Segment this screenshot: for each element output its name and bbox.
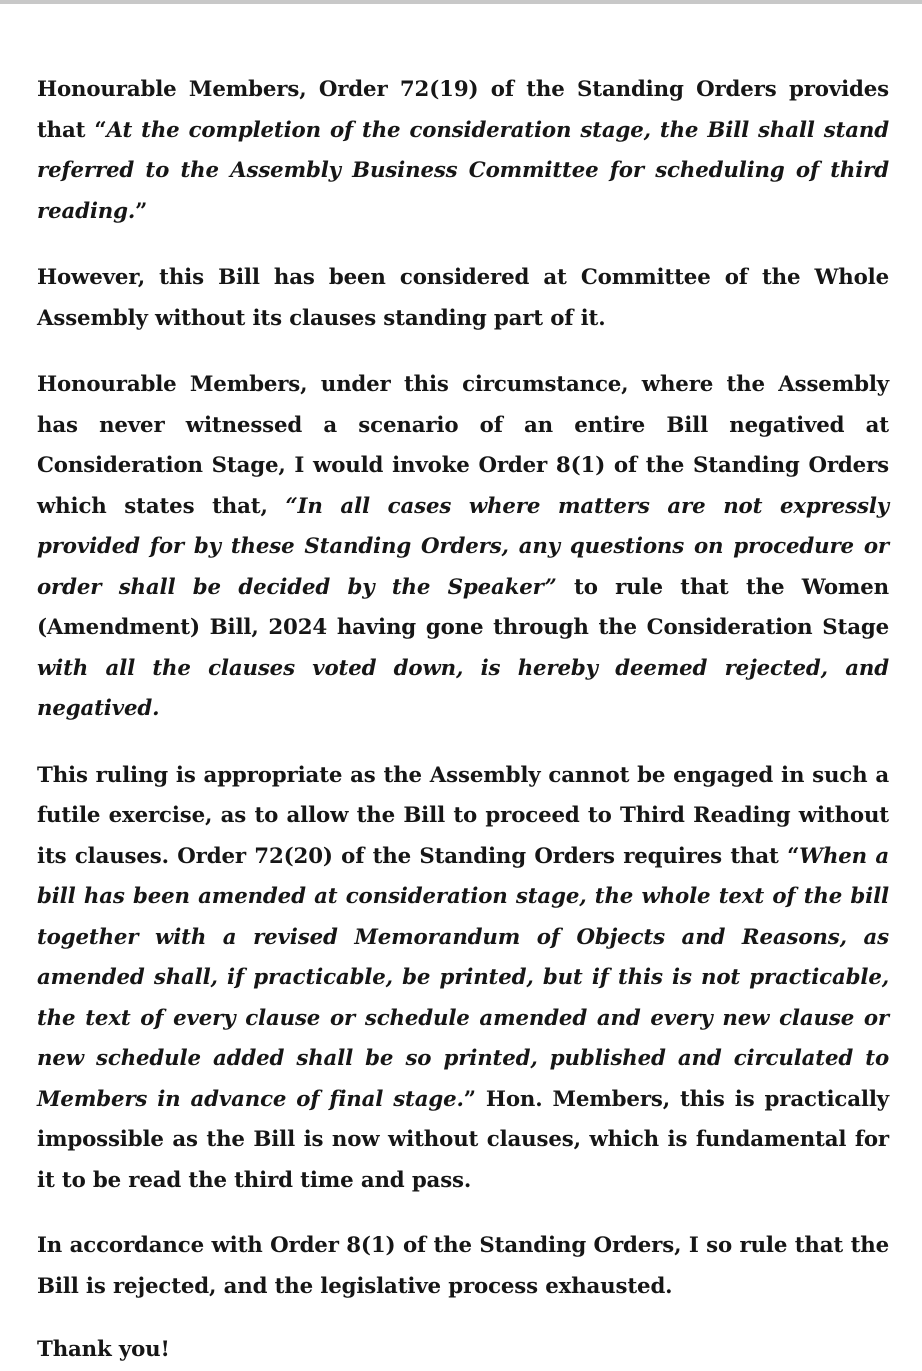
text-segment: This ruling is appropriate as the Assembly cannot be engaged in such a futile exercise, as to allow the Bill to proceed to Third Reading without its clauses. Order 72(20) of the Standing Orders requires that “	[37, 762, 889, 869]
text-segment: to rule that the Women (Amendment) Bill, 2024 having gone through the Consideration Stage	[37, 574, 889, 640]
text-segment: ”	[135, 198, 148, 224]
quoted-standing-order-72-19: At the completion of the consideration stage, the Bill shall stand referred to the Assembly Business Committee for scheduling of third reading.	[37, 117, 889, 224]
paragraph-order-8-1-invocation	[37, 365, 889, 730]
text-segment: However, this Bill has been considered at Committee of the Whole Assembly without its clauses standing part of it.	[37, 265, 889, 331]
closing-thanks: Thank you!	[37, 1337, 170, 1362]
paragraph-closing	[37, 1330, 889, 1371]
text-segment: Honourable Members, under this circumstance, where the Assembly has never witnessed a scenario of an entire Bill negatived at Consideration Stage, I would invoke Order 8(1) of the Standing Orders which states that,	[37, 372, 889, 519]
text-segment: Honourable Members, Order 72(19) of the Standing Orders provides that “	[37, 77, 889, 143]
page-top-edge	[0, 0, 922, 4]
paragraph-order-72-19	[37, 70, 889, 232]
text-segment: ” Hon. Members, this is practically impossible as the Bill is now without clauses, which is fundamental for it to be read the third time and pass.	[37, 1086, 889, 1193]
paragraph-final-ruling	[37, 1226, 889, 1307]
quoted-standing-order-72-20: When a bill has been amended at consideration stage, the whole text of the bill together with a revised Memorandum of Objects and Reasons, as amended shall, if practicable, be printed, but if this is not practicable, the text of every clause or schedule amended and every new clause or new schedule added shall be so printed, published and circulated to Members in advance of final stage.	[37, 843, 890, 1112]
speaker-ruling-document	[37, 70, 889, 1371]
quoted-standing-order-8-1: “In all cases where matters are not expressly provided for by these Standing Orders, any questions on procedure or order shall be decided by the Speaker”	[37, 493, 889, 600]
paragraph-order-72-20	[37, 756, 889, 1202]
ruling-emphasis: with all the clauses voted down, is hereby deemed rejected, and negatived.	[37, 655, 889, 721]
text-segment: In accordance with Order 8(1) of the Standing Orders, I so rule that the Bill is rejected, and the legislative process exhausted.	[37, 1233, 889, 1299]
paragraph-committee-consideration	[37, 258, 889, 339]
